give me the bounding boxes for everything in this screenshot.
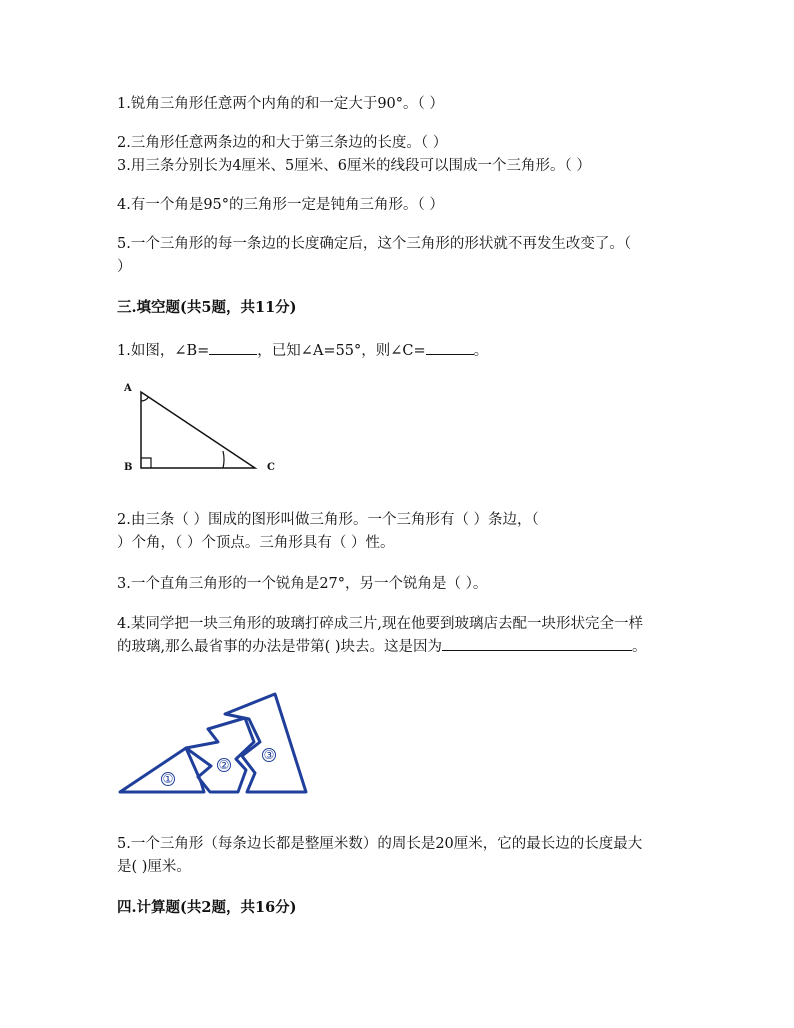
fill-question-4: 4.某同学把一块三角形的玻璃打碎成三片,现在他要到玻璃店去配一块形状完全一样 <box>117 616 643 632</box>
fill-question-5: 5.一个三角形（每条边长都是整厘米数）的周长是20厘米，它的最长边的长度最大 <box>117 836 643 852</box>
vertex-label-c: C <box>267 462 275 473</box>
triangle-abc <box>141 392 255 468</box>
angle-b-right-mark <box>141 458 151 468</box>
judgement-question-3: 3.用三条分别长为4厘米、5厘米、6厘米的线段可以围成一个三角形。（ ） <box>117 158 591 174</box>
piece-3-label: ③ <box>263 748 275 762</box>
right-triangle-figure <box>115 378 285 478</box>
q1-blank-c[interactable] <box>426 341 474 355</box>
angle-a-arc <box>141 397 149 401</box>
judgement-question-4: 4.有一个角是95°的三角形一定是钝角三角形。（ ） <box>117 197 444 213</box>
piece-2-label: ② <box>218 758 230 772</box>
q4-text-b: 。 <box>632 639 647 655</box>
judgement-question-2: 2.三角形任意两条边的和大于第三条边的长度。（ ） <box>117 135 448 151</box>
vertex-label-b: B <box>124 462 133 473</box>
fill-question-5-cont: 是( )厘米。 <box>117 859 191 875</box>
q1-text-b: ，已知∠A=55°，则∠C= <box>257 343 426 359</box>
fill-question-4-cont <box>117 637 647 657</box>
q1-text-a: 1.如图，∠B= <box>117 343 210 359</box>
q1-blank-b[interactable] <box>209 341 257 355</box>
fill-question-2-cont: ）个角，（ ）个顶点。三角形具有（ ）性。 <box>117 535 395 551</box>
section-3-heading: 三.填空题(共5题，共11分) <box>117 299 297 316</box>
vertex-label-a: A <box>124 383 132 394</box>
fill-question-3: 3.一个直角三角形的一个锐角是27°，另一个锐角是（ ）。 <box>117 576 488 592</box>
q4-reason-blank[interactable] <box>442 637 632 651</box>
judgement-question-5: 5.一个三角形的每一条边的长度确定后，这个三角形的形状就不再发生改变了。（ <box>117 236 632 252</box>
section-4-heading: 四.计算题(共2题，共16分) <box>117 899 297 916</box>
glass-piece-3 <box>225 694 306 792</box>
angle-c-arc <box>223 451 224 468</box>
fill-question-2: 2.由三条（ ）围成的图形叫做三角形。一个三角形有（ ）条边，（ <box>117 512 539 528</box>
judgement-question-1: 1.锐角三角形任意两个内角的和一定大于90°。（ ） <box>117 96 444 112</box>
fill-question-1 <box>117 341 488 361</box>
judgement-question-5-cont: ） <box>117 259 132 275</box>
q4-text-a: 的玻璃,那么最省事的办法是带第( )块去。这是因为 <box>117 639 443 655</box>
broken-glass-figure <box>118 690 318 800</box>
q1-text-c: 。 <box>473 343 489 359</box>
piece-1-label: ① <box>162 772 174 786</box>
